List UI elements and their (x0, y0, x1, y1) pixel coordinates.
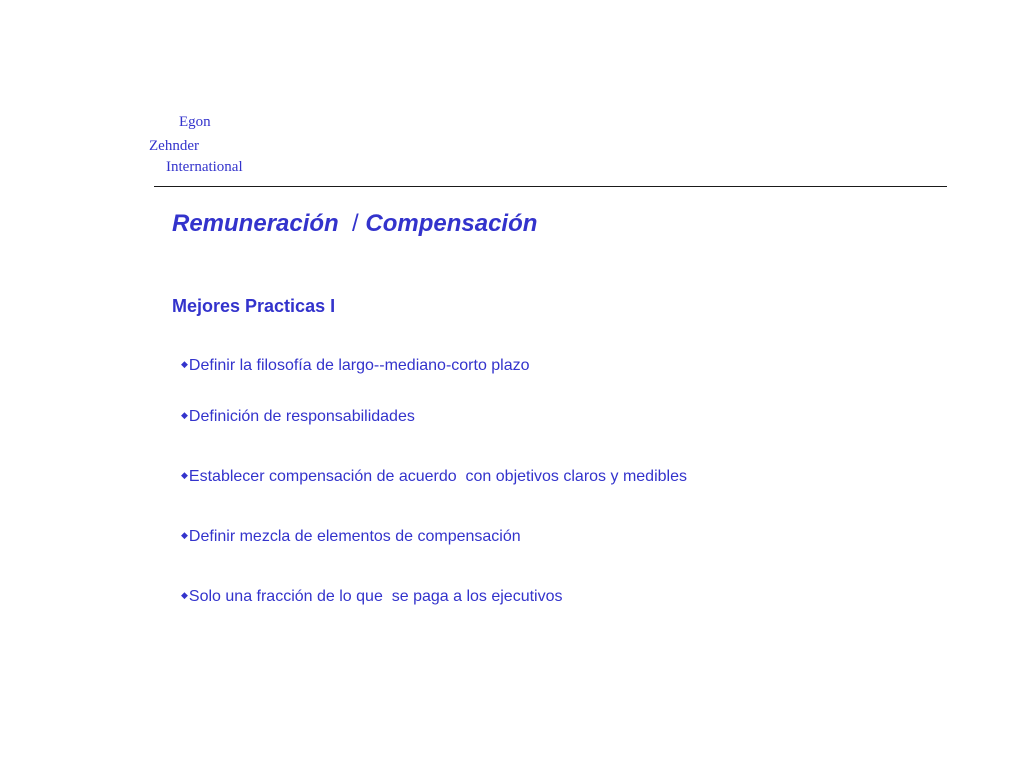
bullet-text: Definir la filosofía de largo--mediano-corto plazo (188, 357, 530, 374)
diamond-bullet-icon: ◆ (181, 359, 188, 369)
bullet-text: Establecer compensación de acuerdo con objetivos claros y medibles (188, 468, 687, 485)
bullet-text: Definición de responsabilidades (188, 408, 415, 425)
bullet-item (181, 467, 687, 486)
bullet-item (181, 587, 563, 606)
diamond-bullet-icon: ◆ (181, 530, 188, 540)
bullet-text: Definir mezcla de elementos de compensación (188, 528, 521, 545)
title-separator: / (338, 210, 366, 237)
section-heading: Mejores Practicas I (172, 296, 336, 316)
diamond-bullet-icon: ◆ (181, 410, 188, 420)
diamond-bullet-icon: ◆ (181, 470, 188, 480)
logo-word-international: International (166, 159, 243, 175)
logo-word-egon: Egon (179, 114, 211, 130)
logo-word-zehnder: Zehnder (149, 138, 199, 154)
diamond-bullet-icon: ◆ (181, 590, 188, 600)
title-part-remuneracion: Remuneración (172, 210, 339, 237)
header-divider (154, 186, 947, 187)
bullet-item (181, 407, 415, 426)
slide-title (172, 210, 537, 238)
bullet-item (181, 356, 530, 375)
bullet-item (181, 527, 521, 546)
bullet-text: Solo una fracción de lo que se paga a los ejecutivos (188, 588, 563, 605)
title-part-compensacion: Compensación (365, 210, 538, 237)
